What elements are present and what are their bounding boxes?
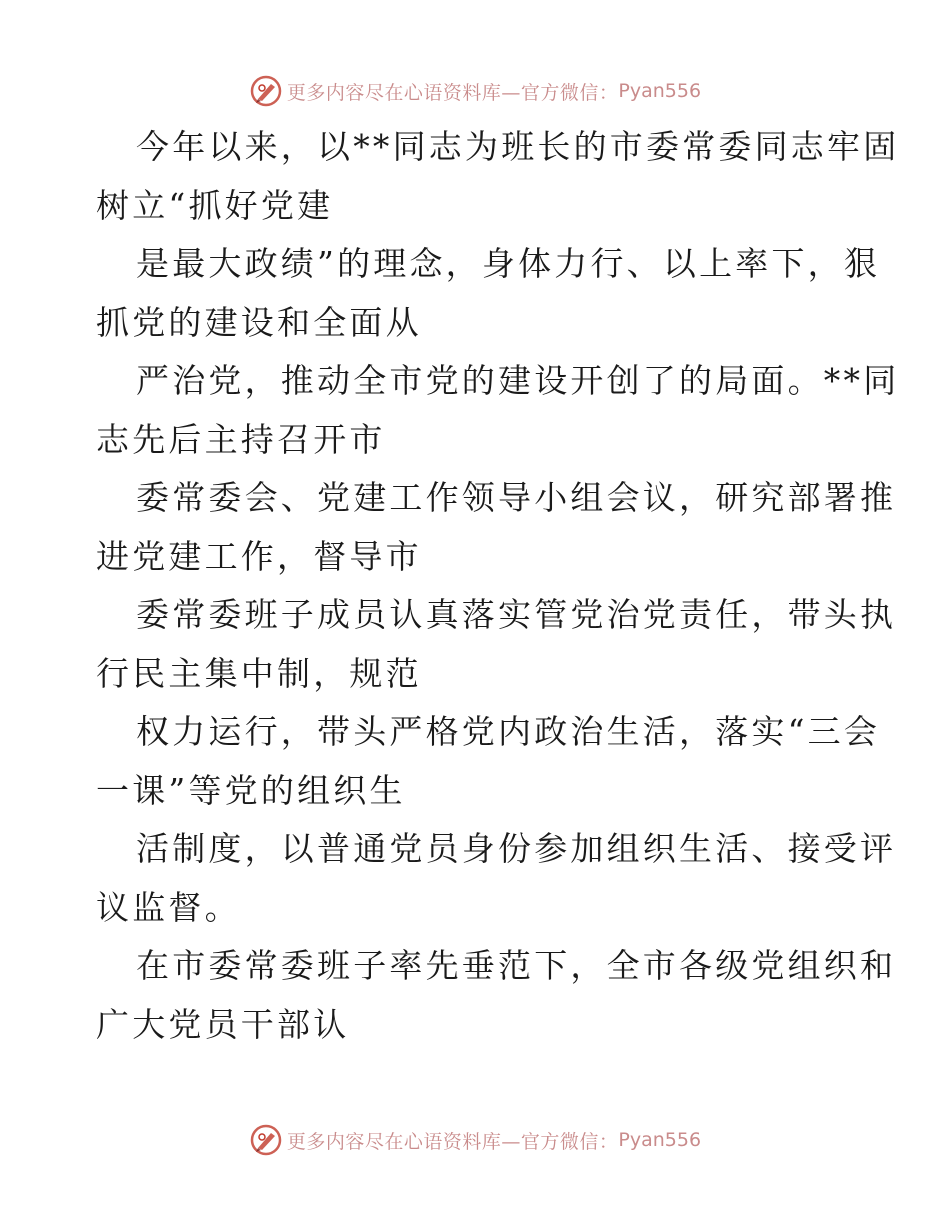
pen-logo-icon: [249, 74, 283, 108]
text-line: 广大党员干部认: [96, 1004, 350, 1044]
document-body: [96, 118, 900, 1054]
footer-watermark: [0, 1120, 950, 1160]
text-line: 树立“抓好党建: [96, 185, 334, 225]
watermark-text: 更多内容尽在心语资料库—官方微信：: [286, 81, 619, 104]
text-line: 是最大政绩”的理念，身体力行、以上率下，狠: [136, 244, 881, 283]
text-line: 活制度，以普通党员身份参加组织生活、接受评: [136, 829, 897, 868]
text-line: 志先后主持召开市: [96, 419, 386, 459]
text-line: 委常委会、党建工作领导小组会议，研究部署推: [136, 478, 897, 517]
text-line: 进党建工作，督导市: [96, 536, 422, 576]
text-line: 一课”等党的组织生: [96, 770, 406, 810]
text-line: 抓党的建设和全面从: [96, 302, 422, 342]
text-line: 严治党，推动全市党的建设开创了的局面。**同: [136, 361, 900, 400]
pen-logo-icon: [249, 1123, 283, 1157]
text-line: 议监督。: [96, 887, 241, 927]
text-line: 在市委常委班子率先垂范下，全市各级党组织和: [136, 946, 897, 985]
watermark-text: 更多内容尽在心语资料库—官方微信：: [286, 1130, 619, 1153]
header-watermark: [0, 71, 950, 111]
text-line: 权力运行，带头严格党内政治生活，落实“三会: [136, 712, 881, 751]
text-line: 今年以来，以**同志为班长的市委常委同志牢固: [136, 127, 900, 166]
text-line: 委常委班子成员认真落实管党治党责任，带头执: [136, 595, 897, 634]
text-line: 行民主集中制，规范: [96, 653, 422, 693]
watermark-id: Pyan556: [618, 1129, 702, 1151]
watermark-id: Pyan556: [618, 80, 702, 102]
